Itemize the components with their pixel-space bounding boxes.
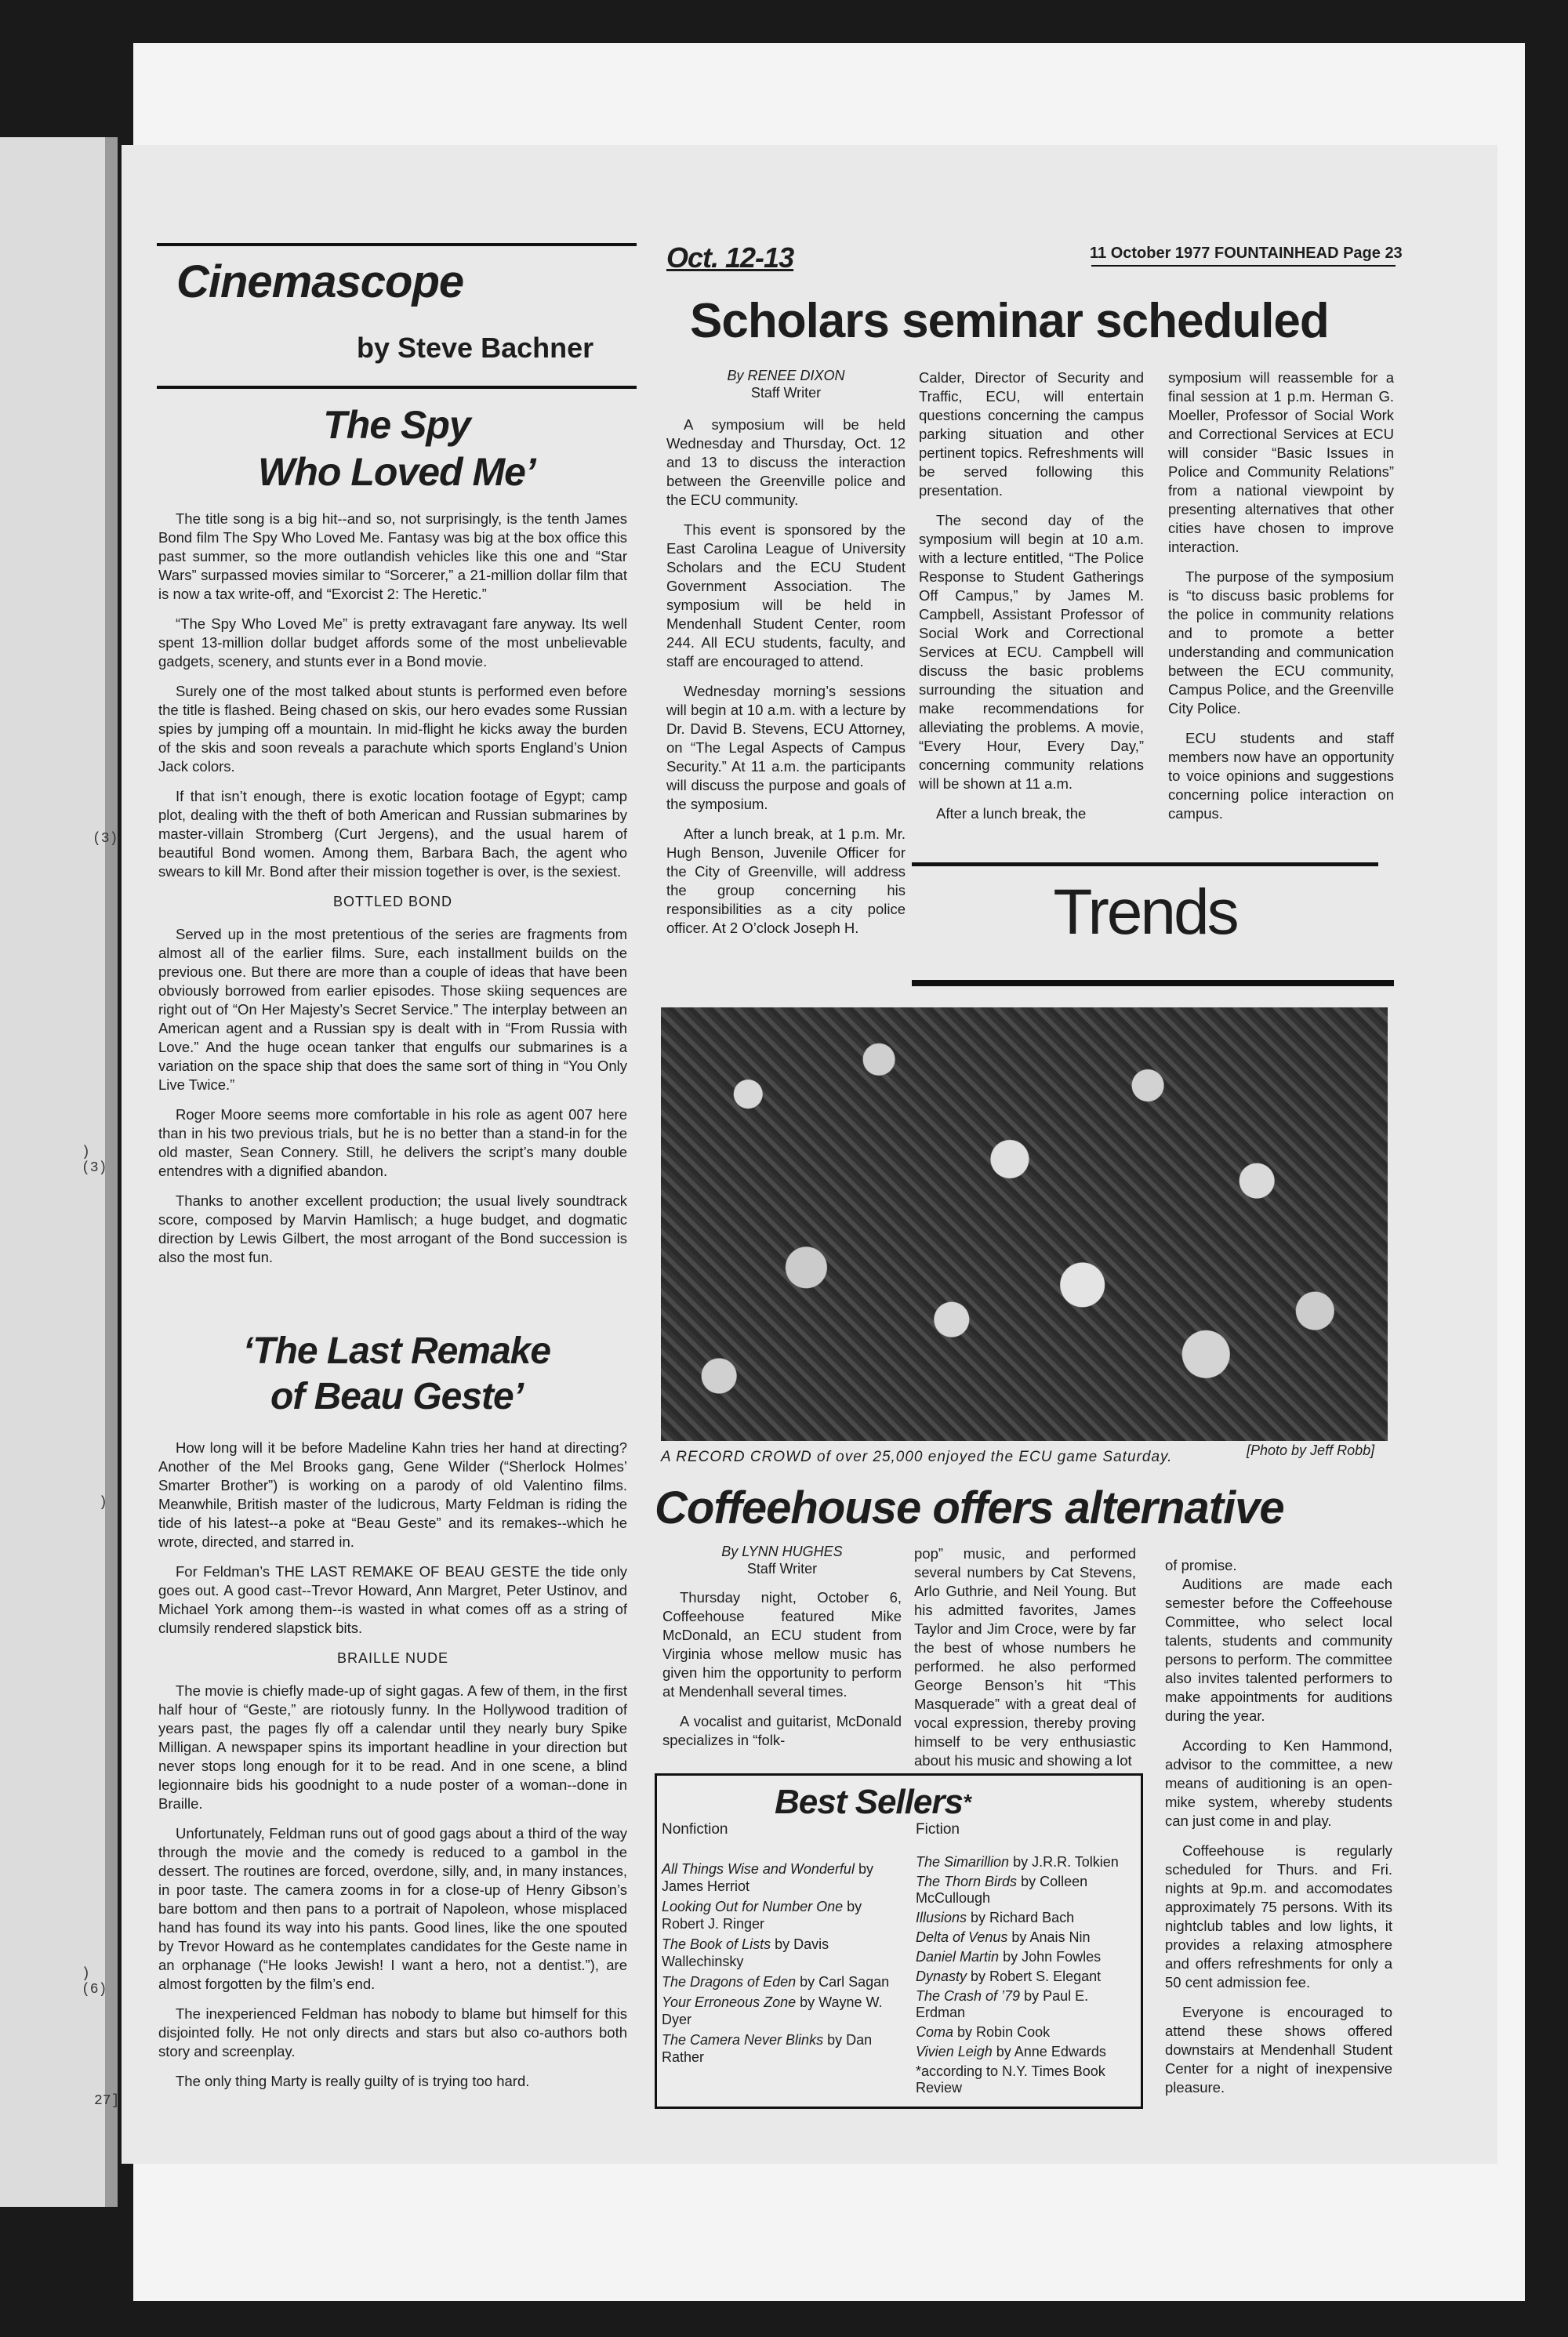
paragraph: After a lunch break, the xyxy=(936,805,1087,822)
margin-mark: ) (3) xyxy=(82,1145,107,1176)
byline xyxy=(662,1543,902,1577)
paragraph: symposium will reassemble for a final session at 1 p.m. Herman G. Moeller, Professor of Social Work and Correctional Services at ECU will consider “Basic Issues in Police and Community Relations” from a national viewpoint by presenting alternatives that other cities have chosen to improve interaction. xyxy=(1168,369,1394,555)
trends-label: Trends xyxy=(1053,876,1237,948)
list-item xyxy=(916,2024,1135,2041)
paragraph: of promise. xyxy=(1165,1557,1237,1573)
byline-name: By LYNN HUGHES xyxy=(721,1544,843,1559)
paragraph: The title song is a big hit--and so, not surprisingly, is the tenth James Bond film The Spy Who Loved Me. Fantasy was big at the box office this past summer, so the more outlandish vehicles like this one and “Star Wars” surpassed movies similar to “Sorcerer,” a 21-million dollar film that is now a tax write-off, and “Exorcist 2: The Heretic.” xyxy=(158,510,627,602)
margin-mark: 27] xyxy=(94,2093,120,2109)
review-title-line: Who Loved Me’ xyxy=(258,450,535,494)
paragraph: The movie is chiefly made-up of sight gagas. A few of them, in the first half hour of “Geste,” are riotously funny. In the Hollywood tradition of years past, the pages fly off a calendar until they nearly bury Spike Milligan. A newspaper spins its important headline in your direction but never stops long enough for it to be read. And in one scene, a blind legionnaire bids his goodnight to a nude poster of a woman--done in Braille. xyxy=(158,1682,627,1812)
review-title xyxy=(157,401,637,495)
book-title: Your Erroneous Zone xyxy=(662,1994,797,2010)
article-body xyxy=(662,1588,902,1750)
book-author: by Robert S. Elegant xyxy=(971,1969,1102,1984)
paragraph: Unfortunately, Feldman runs out of good gags about a third of the way through the movie and the comedy is reduced to a gambol in the dessert. The routines are forced, overdone, silly, and, in many instances, in poor taste. The camera zooms in for a close-up of Henry Gibson’s bare bottom and then pans to a portrait of Napoleon, whose misplaced hand has found its way into his pants. Good lines, like the one spouted by Trevor Howard as he contemplates candidates for the Geste name in an orphanage (“He looks Jewish! I want a hero, not a dentist.”), are almost forgotten by the film’s end. xyxy=(158,1825,627,1992)
paragraph: According to Ken Hammond, advisor to the committee, a new means of auditioning is an open-mike system, whereby students can just come in and play. xyxy=(1165,1737,1392,1829)
margin-mark: (3) xyxy=(93,831,118,847)
book-title: The Simarillion xyxy=(916,1854,1010,1870)
photo-caption: A RECORD CROWD of over 25,000 enjoyed the ECU game Saturday. xyxy=(661,1449,1173,1465)
book-author: by Anais Nin xyxy=(1011,1929,1091,1945)
column-rule-top xyxy=(157,243,637,246)
folio-rule xyxy=(1091,265,1396,267)
list-item xyxy=(662,1994,897,2028)
trends-rule-bottom xyxy=(912,980,1394,986)
paragraph: After a lunch break, at 1 p.m. Mr. Hugh Benson, Juvenile Officer for the City of Greenville, will address the group concerning his responsibilities as a city police officer. At 2 O’clock Joseph H. xyxy=(666,826,906,936)
book-title: The Thorn Birds xyxy=(916,1874,1018,1889)
fiction-list xyxy=(916,1854,1135,2099)
fiction-label: Fiction xyxy=(916,1821,960,1838)
book-author: by Anne Edwards xyxy=(996,2044,1106,2059)
paragraph: Served up in the most pretentious of the series are fragments from almost all of the earlier films. Sure, each installment builds on the previous one. But there are more than a couple of ideas that have been obviously borrowed from earlier episodes. Those skiing sequences are right out of “On Her Majesty’s Secret Service.” The interplay between an American agent and a Russian spy is dealt with in “From Russia with Love.” And the huge ocean tanker that engulfs our submarines is a variation on the space ship that does the same sort of thing in “You Only Live Twice.” xyxy=(158,926,627,1093)
book-title: Illusions xyxy=(916,1910,967,1925)
paragraph: Roger Moore seems more comfortable in his role as agent 007 here than in his two previous trials, but he is no better than a stand-in for the old master, Sean Connery. Still, he delivers the script’s many double entendres with a dignified abandon. xyxy=(158,1106,627,1179)
review-spy-body xyxy=(158,510,627,1278)
folio-date: 11 October 1977 xyxy=(1090,245,1210,262)
book-title: The Camera Never Blinks xyxy=(662,2032,824,2048)
book-title: The Dragons of Eden xyxy=(662,1974,797,1990)
column-title: Cinemascope xyxy=(176,256,464,307)
paragraph: A symposium will be held Wednesday and Thursday, Oct. 12 and 13 to discuss the interaction between the Greenville police and the ECU community. xyxy=(666,416,906,508)
book-author: by Robert J. Ringer xyxy=(662,1899,862,1932)
paragraph: This event is sponsored by the East Carolina League of University Scholars and the ECU Student Government Association. The symposium will be held in Mendenhall Student Center, room 244. All ECU students, faculty, and staff are encouraged to attend. xyxy=(666,521,906,670)
paragraph: Coffeehouse is regularly scheduled for Thurs. and Fri. nights at 9p.m. and accomodates approximately 75 persons. With its nightclub tables and low lights, it provides a relaxing atmosphere and offers refreshments for only a 50 cent admission fee. xyxy=(1165,1842,1392,1990)
star-icon: * xyxy=(962,1790,971,1814)
margin-mark: ) xyxy=(99,1495,107,1511)
list-item xyxy=(916,2044,1135,2060)
book-title: Dynasty xyxy=(916,1969,967,1984)
paragraph: A vocalist and guitarist, McDonald specializes in “folk- xyxy=(662,1713,902,1748)
book-author: by Paul E. Erdman xyxy=(916,1988,1089,2020)
review-title xyxy=(157,1329,637,1420)
list-item xyxy=(662,1860,897,1895)
book-author: by Wayne W. Dyer xyxy=(662,1994,883,2027)
paragraph: Wednesday morning’s sessions will begin at 10 a.m. with a lecture by Dr. David B. Stevens, ECU Attorney, on “The Legal Aspects of Campus Security.” At 11 a.m. the participants will discuss the purpose and goals of the symposium. xyxy=(666,683,906,812)
scholars-col-1 xyxy=(666,367,906,949)
book-title: Daniel Martin xyxy=(916,1949,1000,1965)
paragraph: The inexperienced Feldman has nobody to blame but himself for this disjointed folly. He not only directs and stars but also co-authors both story and screenplay. xyxy=(158,2005,627,2059)
footnote: *according to N.Y. Times Book Review xyxy=(916,2063,1105,2096)
book-title: Vivien Leigh xyxy=(916,2044,993,2059)
left-facing-page xyxy=(0,137,118,2207)
paragraph: Auditions are made each semester before the Coffeehouse Committee, who select local talents, students and community persons to perform. The committee also invites talented performers to make appointments for auditions during the year. xyxy=(1165,1576,1392,1724)
best-sellers-box xyxy=(655,1773,1143,2109)
column-rule-bottom xyxy=(157,386,637,389)
crowd-photo xyxy=(661,1007,1388,1441)
book-title: Looking Out for Number One xyxy=(662,1899,844,1914)
nonfiction-label: Nonfiction xyxy=(662,1821,728,1838)
review-beau-geste-body xyxy=(158,1439,627,2102)
paragraph: For Feldman’s THE LAST REMAKE OF BEAU GESTE the tide only goes out. A good cast--Trevor Howard, Ann Margret, Peter Ustinov, and Michael York among them--is wasted in what comes off as a string of clumsily rendered slapstick bits. xyxy=(158,1563,627,1636)
list-item xyxy=(916,1854,1135,1871)
list-item xyxy=(662,1898,897,1932)
best-sellers-title-text: Best Sellers xyxy=(775,1783,963,1821)
best-sellers-title xyxy=(775,1782,971,1823)
margin-mark: ) (6) xyxy=(82,1966,107,1998)
folio-publication: FOUNTAINHEAD xyxy=(1214,245,1339,262)
article-body xyxy=(666,416,906,938)
review-title-line: of Beau Geste’ xyxy=(270,1376,524,1417)
coffeehouse-headline: Coffeehouse offers alternative xyxy=(655,1482,1284,1533)
book-author: by Robin Cook xyxy=(957,2024,1051,2040)
paragraph: ECU students and staff members now have an opportunity to voice opinions and suggestions concerning police interaction on campus. xyxy=(1168,730,1394,822)
paragraph: The second day of the symposium will begin at 10 a.m. with a lecture entitled, “The Police Response to Student Gatherings Off Campus,” by James M. Campbell, Assistant Professor of Social Work and Correctional Services at ECU. Campbell will discuss the basic problems surrounding the situation and make recommendations for alleviating the problems. A movie, “Every Hour, Every Day,” concerning community relations will be shown at 11 a.m. xyxy=(919,512,1144,792)
page-folio xyxy=(1090,245,1403,263)
book-author: by J.R.R. Tolkien xyxy=(1013,1854,1119,1870)
book-title: Coma xyxy=(916,2024,954,2040)
book-author: by Carl Sagan xyxy=(800,1974,890,1990)
list-item xyxy=(662,1973,897,1990)
list-item xyxy=(662,2031,897,2066)
byline-role: Staff Writer xyxy=(746,1561,818,1577)
book-title: The Book of Lists xyxy=(662,1936,771,1952)
review-title-line: ‘The Last Remake xyxy=(242,1330,551,1372)
kicker: Oct. 12-13 xyxy=(666,241,794,274)
paragraph: Calder, Director of Security and Traffic, ECU, will entertain questions concerning the campus parking situation and other pertinent topics. Refreshments will be served following this presentation. xyxy=(919,369,1144,499)
list-item xyxy=(916,1949,1135,1965)
book-author: by Colleen McCullough xyxy=(916,1874,1088,1906)
book-author: by James Herriot xyxy=(662,1861,873,1894)
book-author: by Davis Wallechinsky xyxy=(662,1936,829,1969)
folio-page: Page 23 xyxy=(1343,245,1403,262)
byline xyxy=(666,367,906,401)
paragraph: The only thing Marty is really guilty of is trying too hard. xyxy=(176,2073,530,2089)
scholars-col-3 xyxy=(1168,368,1394,834)
review-title-line: The Spy xyxy=(323,403,470,447)
list-item xyxy=(916,1988,1135,2021)
book-author: by Richard Bach xyxy=(971,1910,1075,1925)
list-item xyxy=(916,1969,1135,1985)
paragraph: “The Spy Who Loved Me” is pretty extravagant fare anyway. Its well spent 13-million dollar budget affords some of the most unbelievable gadgets, scenery, and stunts ever in a Bond movie. xyxy=(158,615,627,670)
paragraph: Everyone is encouraged to attend these shows offered downstairs at Mendenhall Student Center for a night of inexpensive pleasure. xyxy=(1165,2004,1392,2096)
book-author: by John Fowles xyxy=(1003,1949,1102,1965)
scholars-col-2 xyxy=(919,368,1144,834)
nonfiction-list xyxy=(662,1860,897,2069)
book-title: Delta of Venus xyxy=(916,1929,1008,1945)
paragraph: How long will it be before Madeline Kahn tries her hand at directing? Another of the Mel Brooks gang, Gene Wilder (“Sherlock Holmes’ Smarter Brother”) is working on a parody of old Valentino films. Meanwhile, British master of the ludicrous, Marty Feldman is riding the tide of his latest--a poke at “Beau Geste” and its remakes--which he wrote, directed, and starred in. xyxy=(158,1439,627,1550)
list-item xyxy=(916,1910,1135,1926)
coffeehouse-col-2 xyxy=(914,1544,1136,1770)
coffeehouse-col-3 xyxy=(1165,1556,1392,2108)
list-item xyxy=(662,1936,897,1970)
paragraph: The purpose of the symposium is “to discuss basic problems for the police in community relations and to promote a better understanding and communication between the ECU community, Campus Police, and the Greenville City Police. xyxy=(1168,568,1394,717)
coffeehouse-col-1 xyxy=(662,1543,902,1750)
byline-role: Staff Writer xyxy=(750,385,822,401)
scholars-headline: Scholars seminar scheduled xyxy=(690,294,1329,348)
paragraph: Surely one of the most talked about stunts is performed even before the title is flashed. Being chased on skis, our hero evades some Russian spies by jumping off a mountain. In mid-flight he kicks away the burden of the skis and soon reveals a parachute which sports England’s Union Jack colors. xyxy=(158,683,627,775)
trends-rule-top xyxy=(912,862,1378,866)
subhead: BRAILLE NUDE xyxy=(336,1650,449,1666)
photo-credit: [Photo by Jeff Robb] xyxy=(1247,1442,1375,1458)
paragraph: Thursday night, October 6, Coffeehouse featured Mike McDonald, an ECU student from Virginia whose mellow music has given him the opportunity to perform at Mendenhall several times. xyxy=(662,1589,902,1700)
paragraph: If that isn’t enough, there is exotic location footage of Egypt; camp plot, dealing with the theft of both American and Russian submarines by master-villain Stromberg (Curt Jergens), and the usual harem of beautiful Bond women. Among them, Barbara Bach, the agent who swears to kill Mr. Bond after their mission together is over, is the sexiest. xyxy=(158,788,627,880)
paragraph: pop” music, and performed several numbers by Cat Stevens, Arlo Guthrie, and Neil Young. But his admitted favorites, James Taylor and Jim Croce, were by far the best of whose numbers he performed. he also performed George Benson’s hit “This Masquerade” with a great deal of vocal expression, thereby proving himself to be very enthusiastic about his music and showing a lot xyxy=(914,1545,1136,1769)
list-item xyxy=(916,1929,1135,1946)
book-author: by Dan Rather xyxy=(662,2032,873,2065)
subhead: BOTTLED BOND xyxy=(332,894,453,909)
book-title: All Things Wise and Wonderful xyxy=(662,1861,855,1877)
book-title: The Crash of ’79 xyxy=(916,1988,1021,2004)
byline-name: By RENEE DIXON xyxy=(727,368,845,383)
column-byline: by Steve Bachner xyxy=(357,332,594,364)
list-item xyxy=(916,1874,1135,1907)
paragraph: Thanks to another excellent production; the usual lively soundtrack score, composed by Marvin Hamlisch; a huge budget, and dogmatic direction by Lewis Gilbert, the most arrogant of the Bond succession is also the most fun. xyxy=(158,1192,627,1265)
